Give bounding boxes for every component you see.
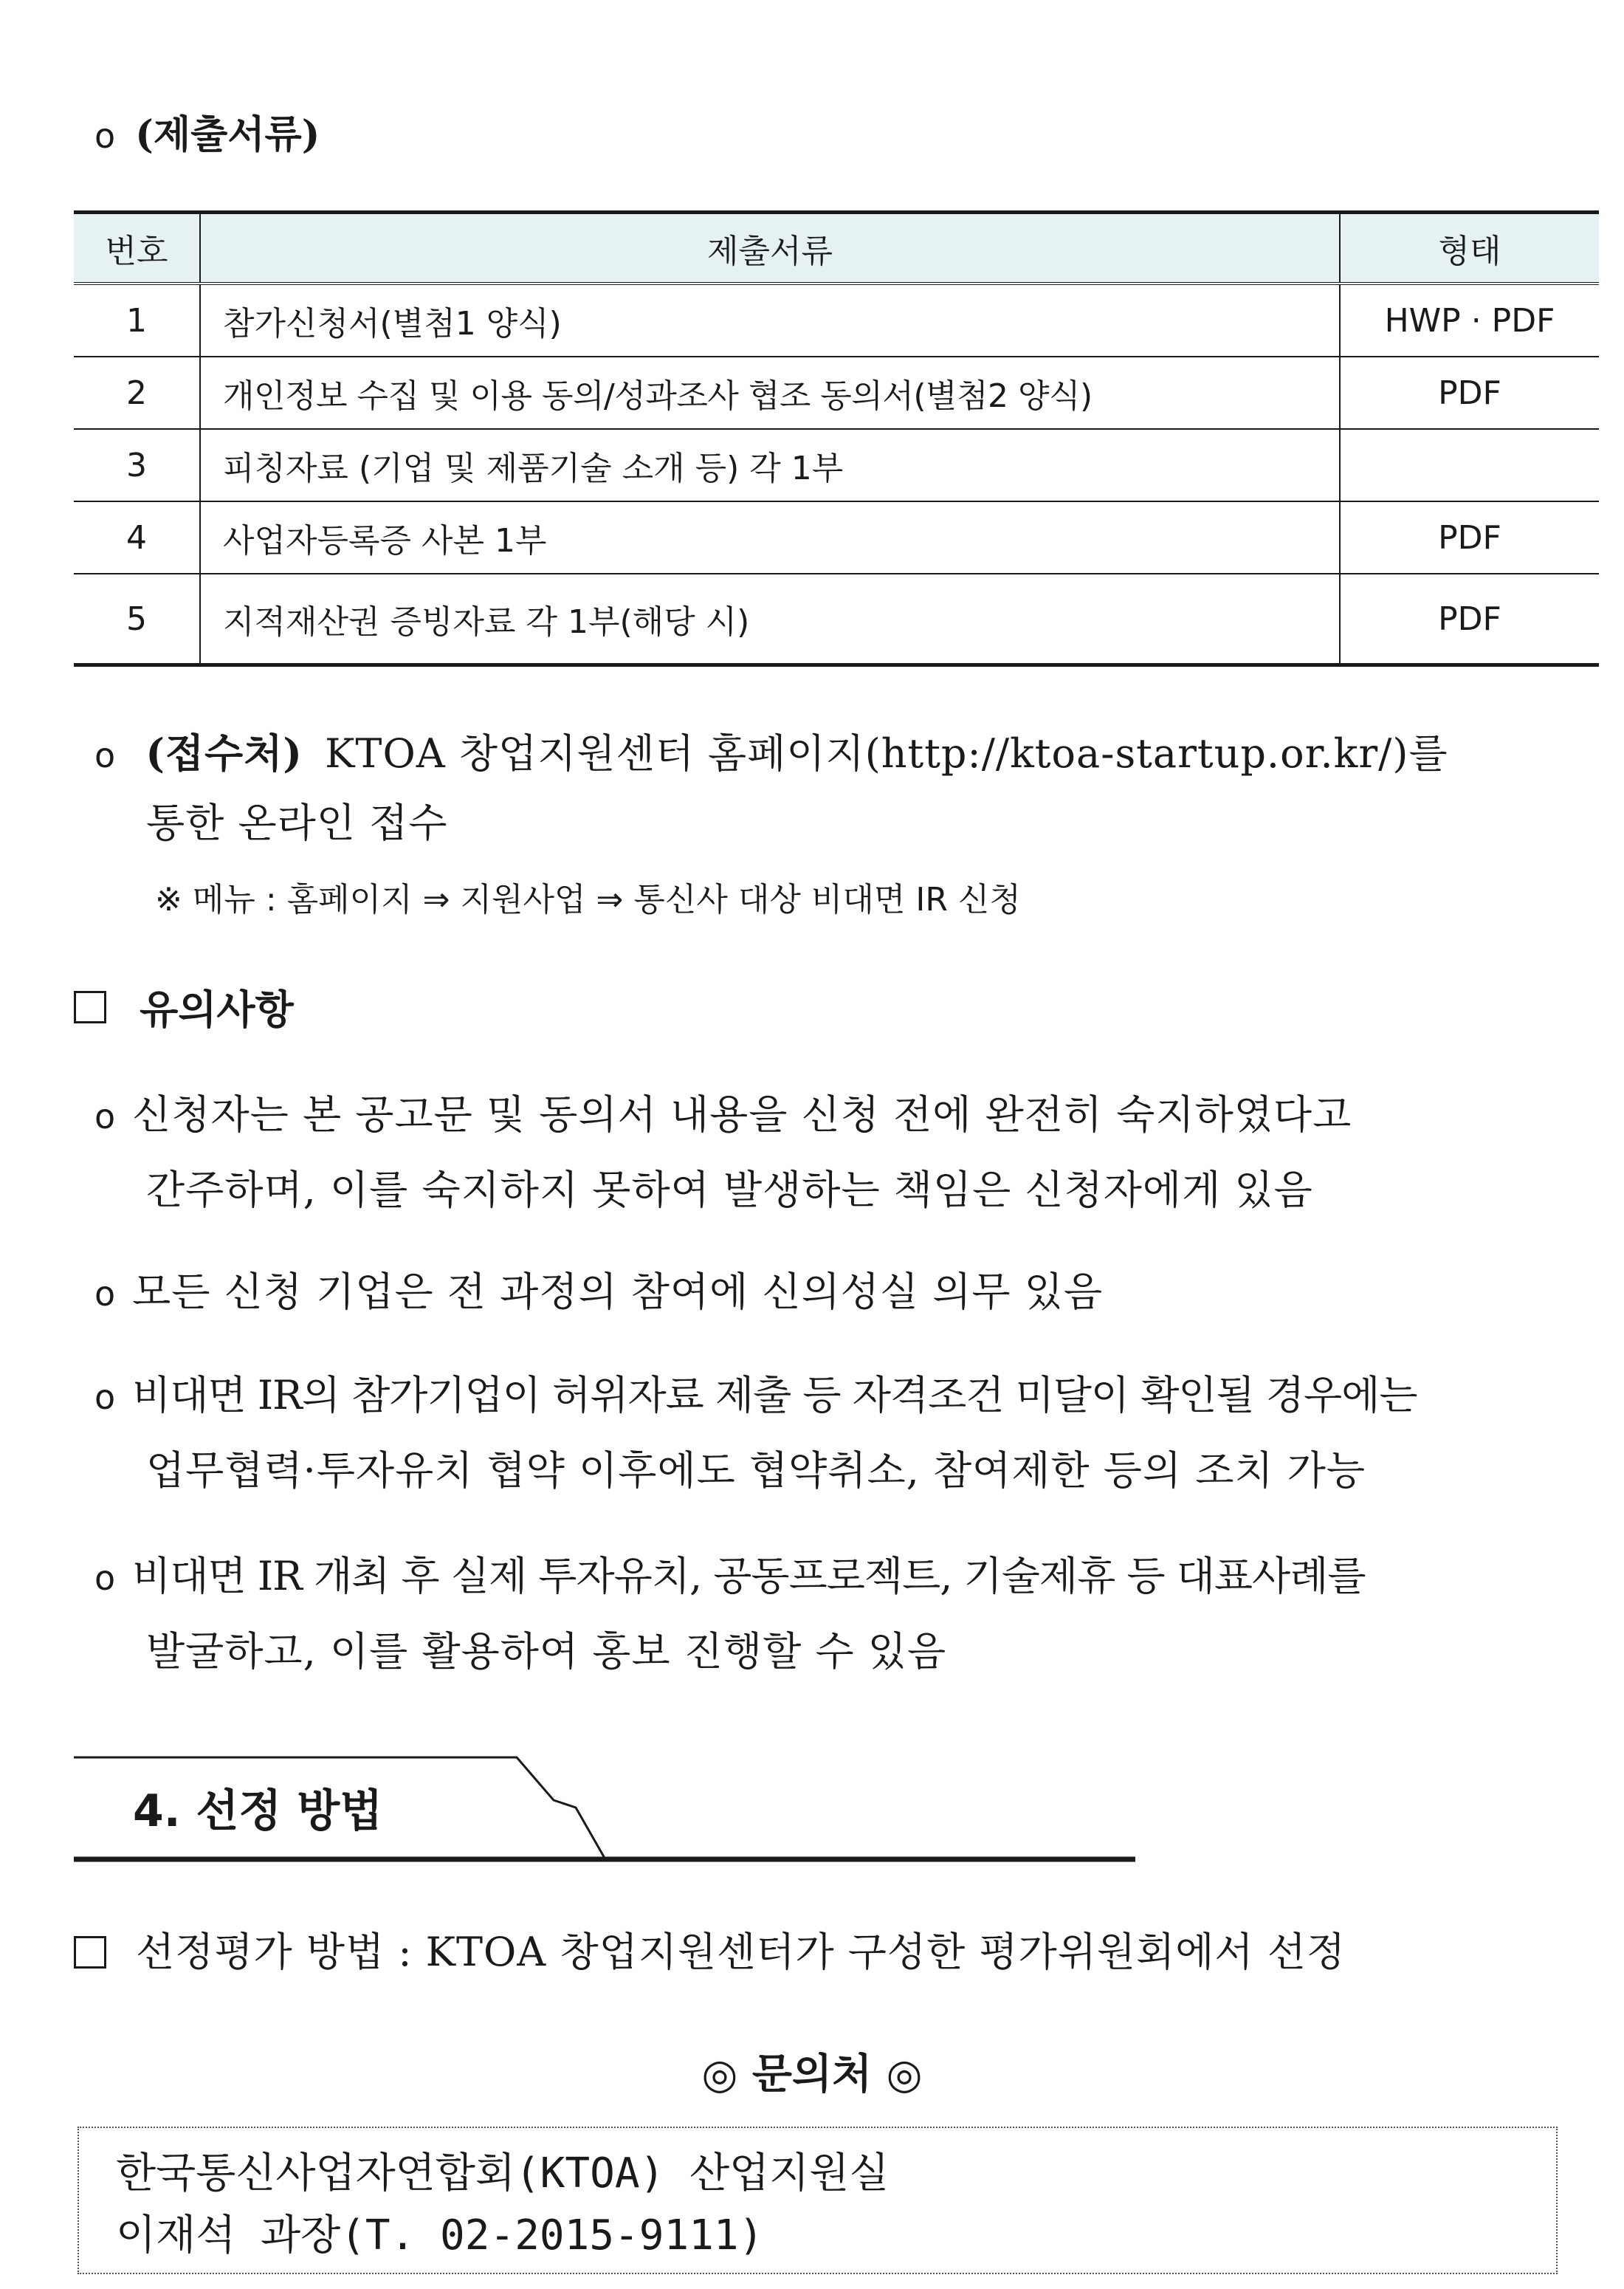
row-number: 3: [74, 429, 200, 501]
contact-organization: 한국통신사업자연합회(KTOA) 산업지원실: [116, 2149, 890, 2197]
checkbox-icon: [74, 1936, 106, 1969]
row-number: 4: [74, 501, 200, 574]
notice-item-text: 신청자는 본 공고문 및 동의서 내용을 신청 전에 완전히 숙지하였다고: [132, 1091, 1352, 1138]
submission-documents-table: [74, 210, 1599, 667]
table-row: [74, 357, 1599, 429]
row-format: HWP · PDF: [1340, 284, 1599, 357]
reception-text: KTOA 창업지원센터 홈페이지(http://ktoa-startup.or.kr/)를: [325, 730, 1448, 777]
notice-item-text: 비대면 IR 개최 후 실제 투자유치, 공동프로젝트, 기술제휴 등 대표사례를: [132, 1553, 1366, 1599]
bullet: o: [94, 116, 116, 156]
bullet: o: [94, 735, 117, 775]
notice-item-text: 간주하며, 이를 숙지하지 못하여 발생하는 책임은 신청자에게 있음: [146, 1167, 1313, 1213]
submission-heading-label: (제출서류): [135, 112, 320, 157]
notice-item-text: 업무협력·투자유치 협약 이후에도 협약취소, 참여제한 등의 조치 가능: [146, 1447, 1366, 1494]
row-format: PDF: [1340, 357, 1599, 429]
row-document: 지적재산권 증빙자료 각 1부(해당 시): [200, 574, 1340, 665]
selection-method-text: 선정평가 방법 : KTOA 창업지원센터가 구성한 평가위원회에서 선정: [136, 1929, 1346, 1975]
section-4-title: 4. 선정 방법: [133, 1785, 383, 1837]
row-document: 사업자등록증 사본 1부: [200, 501, 1340, 574]
row-document: 피칭자료 (기업 및 제품기술 소개 등) 각 1부: [200, 429, 1340, 501]
reception-menu-note: ※ 메뉴 : 홈페이지 ⇒ 지원사업 ⇒ 통신사 대상 비대면 IR 신청: [155, 881, 1021, 919]
contact-person: 이재석 과장(T. 02-2015-9111): [116, 2211, 764, 2259]
notice-item-3: [94, 1359, 1608, 1508]
contact-title: ◎ 문의처 ◎: [701, 2051, 923, 2098]
row-format: PDF: [1340, 501, 1599, 574]
header-number: 번호: [74, 213, 200, 284]
submission-heading: [94, 103, 320, 159]
header-document: 제출서류: [200, 213, 1340, 284]
reception-line-2: 통한 온라인 접수: [146, 800, 448, 846]
row-format: [1340, 429, 1599, 501]
reception-label: (접수처): [145, 730, 303, 777]
table-row: [74, 501, 1599, 574]
reception-line-1: [94, 716, 1448, 792]
notice-item-text: 발굴하고, 이를 활용하여 홍보 진행할 수 있음: [146, 1628, 947, 1675]
row-number: 2: [74, 357, 200, 429]
table-row: [74, 429, 1599, 501]
row-format: PDF: [1340, 574, 1599, 665]
selection-method: [74, 1912, 1346, 1989]
header-format: 형태: [1340, 213, 1599, 284]
notice-item-4: [94, 1540, 1608, 1689]
contact-box: [78, 2127, 1558, 2274]
notice-item-2: [94, 1255, 1608, 1331]
bullet: o: [94, 1377, 117, 1417]
row-number: 1: [74, 284, 200, 357]
checkbox-icon: [74, 991, 106, 1023]
row-document: 개인정보 수집 및 이용 동의/성과조사 협조 동의서(별첨2 양식): [200, 357, 1340, 429]
bullet: o: [94, 1558, 117, 1598]
notice-title: [74, 978, 294, 1035]
row-number: 5: [74, 574, 200, 665]
bullet: o: [94, 1274, 117, 1314]
notice-item-1: [94, 1078, 1608, 1227]
bullet: o: [94, 1097, 117, 1136]
notice-item-text: 비대면 IR의 참가기업이 허위자료 제출 등 자격조건 미달이 확인될 경우에는: [132, 1372, 1417, 1418]
table-row: [74, 284, 1599, 357]
table-header-row: [74, 213, 1599, 284]
table-row: [74, 574, 1599, 665]
notice-title-label: 유의사항: [140, 986, 294, 1033]
notice-item-text: 모든 신청 기업은 전 과정의 참여에 신의성실 의무 있음: [132, 1269, 1104, 1315]
row-document: 참가신청서(별첨1 양식): [200, 284, 1340, 357]
